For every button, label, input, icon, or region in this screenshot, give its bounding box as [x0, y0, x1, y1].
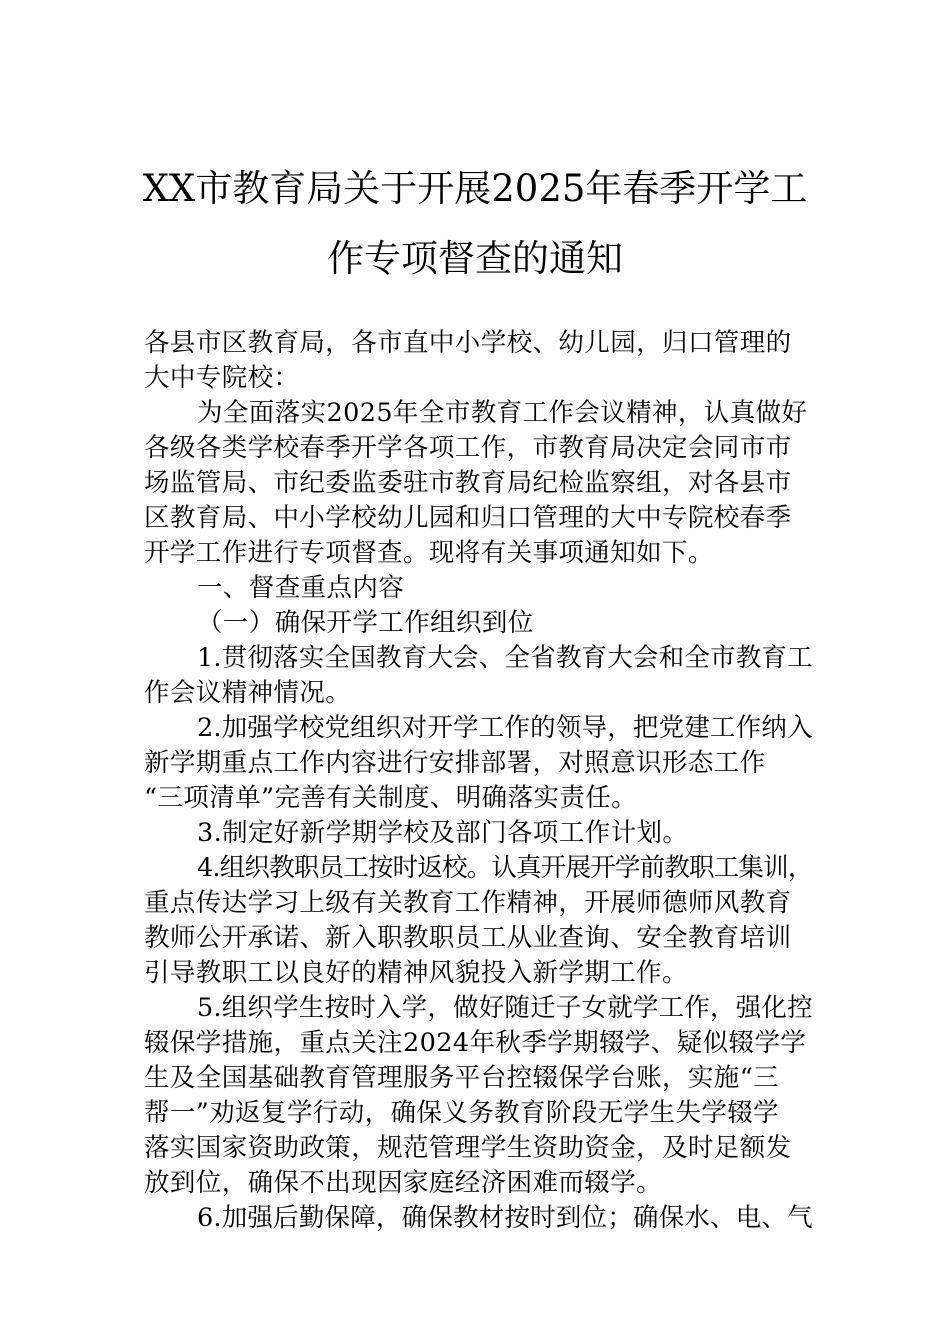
list-item-line: 引导教职工以良好的精神风貌投入新学期工作。	[144, 958, 688, 988]
list-item-line: 1.贯彻落实全国教育大会、全省教育大会和全市教育工	[197, 643, 813, 673]
document-title-line-1: XX市教育局关于开展2025年春季开学工	[142, 167, 808, 210]
paragraph-line: 开学工作进行专项督查。现将有关事项通知如下。	[144, 538, 714, 568]
section-heading: 一、督查重点内容	[197, 573, 405, 603]
paragraph-line: 各级各类学校春季开学各项工作，市教育局决定会同市市	[144, 433, 792, 463]
list-item-line: 帮一”劝返复学行动，确保义务教育阶段无学生失学辍学	[144, 1098, 780, 1128]
list-item-line: 3.制定好新学期学校及部门各项工作计划。	[197, 818, 689, 848]
list-item-line: 4.组织教职员工按时返校。认真开展开学前教职工集训，	[197, 853, 813, 883]
paragraph-line: 为全面落实2025年全市教育工作会议精神，认真做好	[197, 398, 808, 428]
subsection-heading: （一）确保开学工作组织到位	[197, 608, 534, 638]
list-item-line: 落实国家资助政策，规范管理学生资助资金，及时足额发	[144, 1133, 792, 1163]
list-item-line: 辍保学措施，重点关注2024年秋季学期辍学、疑似辍学学	[144, 1028, 807, 1058]
paragraph-line: 场监管局、市纪委监委驻市教育局纪检监察组，对各县市	[144, 468, 792, 498]
paragraph-line: 区教育局、中小学校幼儿园和归口管理的大中专院校春季	[144, 503, 792, 533]
list-item-line: 新学期重点工作内容进行安排部署，对照意识形态工作	[144, 748, 766, 778]
list-item-line: 生及全国基础教育管理服务平台控辍保学台账，实施“三	[144, 1063, 780, 1093]
list-item-line: 2.加强学校党组织对开学工作的领导，把党建工作纳入	[197, 713, 813, 743]
document-title-line-2: 作专项督查的通知	[327, 237, 623, 280]
list-item-line: 6.加强后勤保障，确保教材按时到位；确保水、电、气	[197, 1203, 813, 1233]
salutation-line: 各县市区教育局，各市直中小学校、幼儿园，归口管理的	[144, 328, 792, 358]
list-item-line: 教师公开承诺、新入职教职员工从业查询、安全教育培训	[144, 923, 792, 953]
list-item-line: 5.组织学生按时入学，做好随迁子女就学工作，强化控	[197, 993, 813, 1023]
list-item-line: 作会议精神情况。	[144, 678, 352, 708]
list-item-line: “三项清单”完善有关制度、明确落实责任。	[144, 783, 638, 813]
salutation-line: 大中专院校：	[144, 363, 300, 393]
list-item-line: 放到位，确保不出现因家庭经济困难而辍学。	[144, 1168, 663, 1198]
list-item-line: 重点传达学习上级有关教育工作精神，开展师德师风教育	[144, 888, 792, 918]
